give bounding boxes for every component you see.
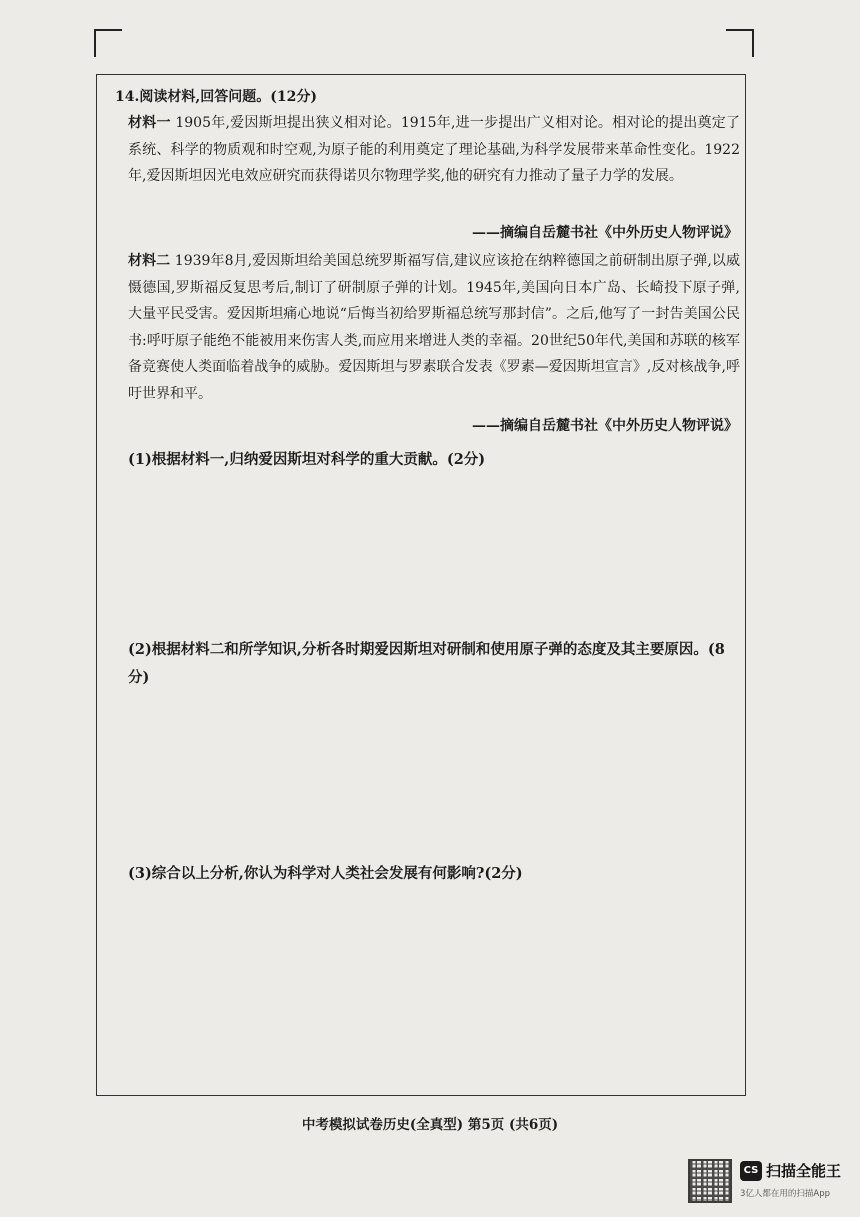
watermark-brand: 扫描全能王 <box>766 1162 842 1180</box>
material-two-source: ——摘编自岳麓书社《中外历史人物评说》 <box>472 418 738 434</box>
subquestion-1: (1)根据材料一,归纳爱因斯坦对科学的重大贡献。(2分) <box>128 451 486 468</box>
material-two-tag: 材料二 <box>128 253 171 269</box>
watermark-tagline: 3亿人都在用的扫描App <box>740 1189 831 1199</box>
corner-mark-left <box>94 29 122 57</box>
material-one-tag: 材料一 <box>128 115 171 131</box>
question-title: 14.阅读材料,回答问题。(12分) <box>115 89 317 105</box>
material-one <box>128 110 740 190</box>
subquestion-2: (2)根据材料二和所学知识,分析各时期爱因斯坦对研制和使用原子弹的态度及其主要原因。(8分) <box>128 641 725 686</box>
material-two-text: 1939年8月,爱因斯坦给美国总统罗斯福写信,建议应该抢在纳粹德国之前研制出原子弹,以威慑德国,罗斯福反复思考后,制订了研制原子弹的计划。1945年,美国向日本广岛、长崎投下原子弹,大量平民受害。爱因斯坦痛心地说“后悔当初给罗斯福总统写那封信”。之后,他写了一封告美国公民书:呼吁原子能绝不能被用来伤害人类,而应用来增进人类的幸福。20世纪50年代,美国和苏联的核军备竞赛使人类面临着战争的威胁。爱因斯坦与罗素联合发表《罗素—爱因斯坦宣言》,反对核战争,呼吁世界和平。 <box>128 253 740 402</box>
page-footer: 中考模拟试卷历史(全真型) 第5页 (共6页) <box>301 1117 559 1133</box>
qr-code-icon <box>688 1159 732 1203</box>
corner-mark-right <box>726 29 754 57</box>
camscanner-logo: CS <box>740 1161 762 1181</box>
material-one-text: 1905年,爱因斯坦提出狭义相对论。1915年,进一步提出广义相对论。相对论的提出奠定了系统、科学的物质观和时空观,为原子能的利用奠定了理论基础,为科学发展带来革命性变化。1922年,爱因斯坦因光电效应研究而获得诺贝尔物理学奖,他的研究有力推动了量子力学的发展。 <box>128 115 740 184</box>
subquestion-3: (3)综合以上分析,你认为科学对人类社会发展有何影响?(2分) <box>128 865 523 882</box>
material-two <box>128 248 740 407</box>
material-one-source: ——摘编自岳麓书社《中外历史人物评说》 <box>472 225 738 241</box>
